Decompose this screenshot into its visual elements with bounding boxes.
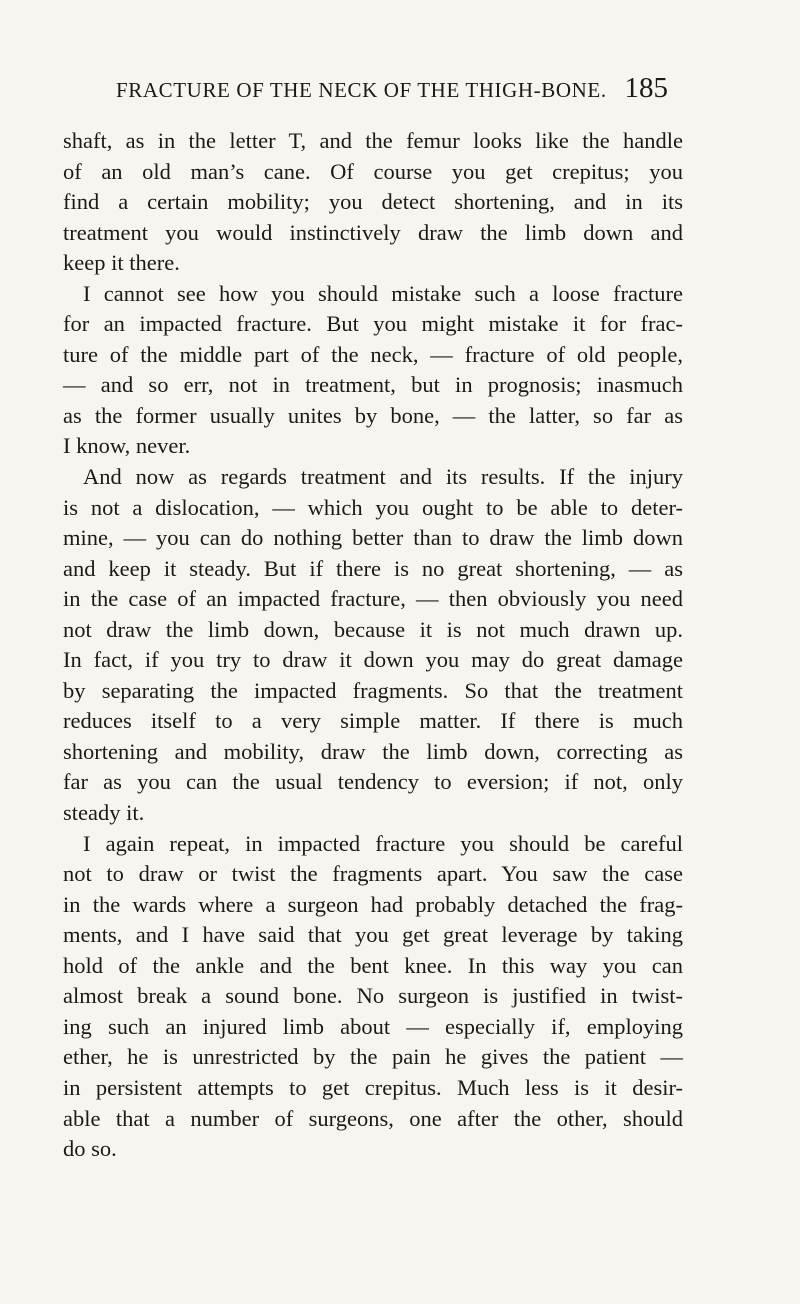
text-line: for an impacted fracture. But you might mistake it for frac-	[63, 311, 683, 337]
body-text	[63, 126, 683, 1165]
text-line: do so.	[63, 1136, 117, 1162]
text-line: steady it.	[63, 800, 145, 826]
text-line: almost break a sound bone. No surgeon is justified in twist-	[63, 983, 683, 1009]
text-line: able that a number of surgeons, one after the other, should	[63, 1105, 683, 1131]
text-line: in persistent attempts to get crepitus. Much less is it desir-	[63, 1074, 683, 1100]
text-line: ture of the middle part of the neck, — fracture of old people,	[63, 341, 683, 367]
running-title: FRACTURE OF THE NECK OF THE THIGH-BONE.	[116, 78, 607, 102]
text-line: and keep it steady. But if there is no great shortening, — as	[63, 555, 683, 581]
text-line: I know, never.	[63, 433, 191, 459]
text-line: reduces itself to a very simple matter. If there is much	[63, 708, 683, 734]
text-line: shaft, as in the letter T, and the femur looks like the handle	[63, 128, 683, 153]
text-line: ing such an injured limb about — especially if, employing	[63, 1013, 683, 1039]
text-line: far as you can the usual tendency to eversion; if not, only	[63, 769, 683, 795]
text-line: in the wards where a surgeon had probably detached the frag-	[63, 891, 683, 917]
text-line: find a certain mobility; you detect shortening, and in its	[63, 189, 683, 215]
text-line: — and so err, not in treatment, but in prognosis; inasmuch	[63, 372, 683, 398]
text-line: hold of the ankle and the bent knee. In this way you can	[63, 952, 683, 978]
running-head	[116, 72, 668, 108]
text-line: by separating the impacted fragments. So that the treatment	[63, 677, 683, 703]
text-line: is not a dislocation, — which you ought to be able to deter-	[63, 494, 683, 520]
text-line: shortening and mobility, draw the limb down, correcting as	[63, 738, 683, 764]
text-line: ether, he is unrestricted by the pain he gives the patient —	[63, 1044, 683, 1070]
text-line: I again repeat, in impacted fracture you should be careful	[83, 830, 683, 856]
text-line: I cannot see how you should mistake such a loose fracture	[83, 280, 683, 306]
text-line: of an old man’s cane. Of course you get crepitus; you	[63, 158, 683, 184]
page-number: 185	[624, 72, 668, 104]
text-line: in the case of an impacted fracture, — then obviously you need	[63, 586, 683, 612]
text-line: not draw the limb down, because it is not much drawn up.	[63, 616, 683, 642]
text-line: treatment you would instinctively draw the limb down and	[63, 219, 683, 245]
text-line: In fact, if you try to draw it down you may do great damage	[63, 647, 683, 673]
text-line: And now as regards treatment and its results. If the injury	[83, 464, 683, 490]
text-line: as the former usually unites by bone, — the latter, so far as	[63, 402, 683, 428]
text-line: mine, — you can do nothing better than to draw the limb down	[63, 525, 683, 551]
text-line: keep it there.	[63, 250, 180, 276]
text-line: not to draw or twist the fragments apart. You saw the case	[63, 861, 683, 887]
text-line: ments, and I have said that you get great leverage by taking	[63, 922, 683, 948]
